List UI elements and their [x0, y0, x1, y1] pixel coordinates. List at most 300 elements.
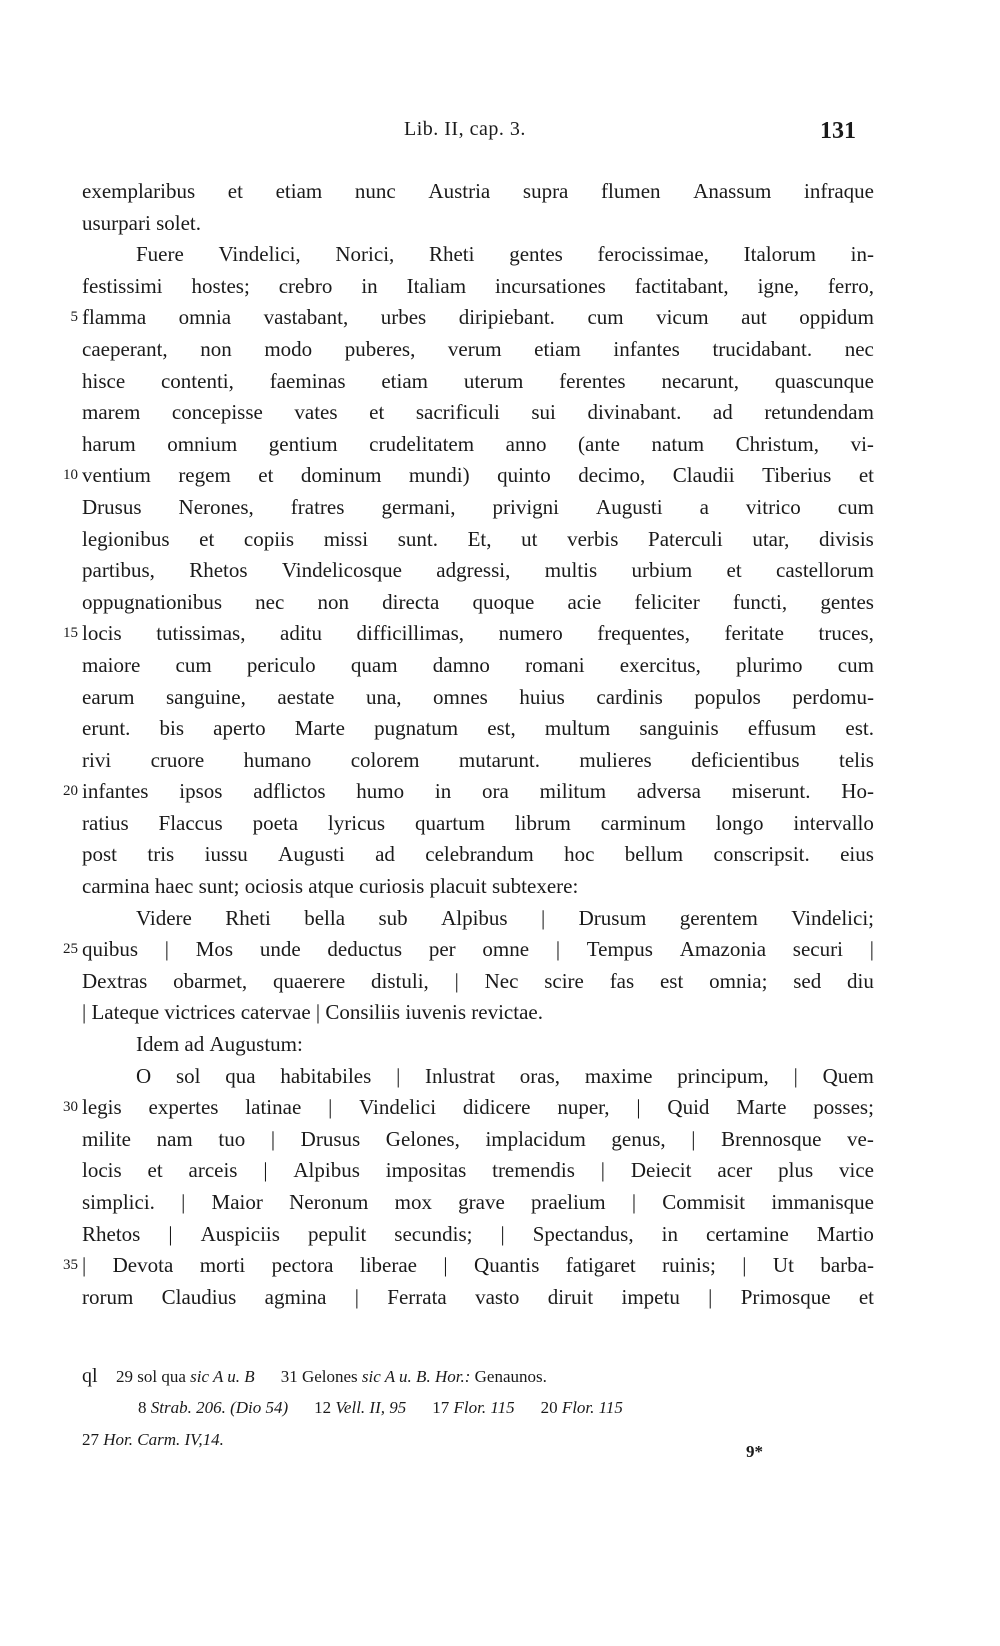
- footnote-entry: 27 Hor. Carm. IV,14.: [82, 1430, 224, 1449]
- word: locis: [82, 1158, 122, 1183]
- word: expertes: [148, 1095, 219, 1120]
- word: flamma: [82, 305, 147, 330]
- footnote-entry: 17 Flor. 115: [432, 1398, 515, 1417]
- word: |: [631, 1190, 637, 1214]
- word: barba-: [820, 1253, 874, 1278]
- word: impositas: [385, 1158, 467, 1183]
- word: praelium: [531, 1190, 606, 1214]
- word: sunt.: [397, 526, 438, 551]
- word: fas: [609, 968, 635, 993]
- handwritten-mark: ql: [82, 1365, 98, 1387]
- word: hisce: [82, 368, 126, 393]
- word: |: [555, 937, 561, 962]
- word: quaerere: [272, 968, 346, 993]
- word: natum: [651, 431, 705, 456]
- word: |: [82, 1253, 87, 1278]
- word: immanisque: [771, 1190, 874, 1214]
- word: cruore: [150, 747, 205, 772]
- word: Brennosque: [721, 1126, 822, 1151]
- text-line: [82, 1061, 874, 1093]
- word: legis: [82, 1095, 122, 1120]
- word: |: [793, 1063, 798, 1088]
- word: Consiliis: [325, 1000, 406, 1025]
- word: aestate: [277, 684, 335, 709]
- word: humo: [356, 779, 405, 804]
- word: etiam: [534, 336, 581, 361]
- word: incursationes: [495, 273, 606, 298]
- word: celebrandum: [425, 842, 534, 867]
- word: Claudius: [161, 1284, 237, 1309]
- text-line: [63, 1250, 874, 1282]
- text-line: [63, 776, 874, 808]
- word: diruit: [547, 1284, 594, 1309]
- word: copiis: [243, 526, 295, 551]
- word: ferocissimae,: [597, 242, 709, 267]
- word: unde: [259, 937, 301, 962]
- word: cum: [837, 494, 874, 519]
- word: functi,: [732, 589, 788, 614]
- text-line: [82, 903, 874, 935]
- text-line: [82, 1029, 874, 1061]
- text-line: [63, 1092, 874, 1124]
- word: flumen: [601, 179, 661, 203]
- word: verbis: [567, 526, 619, 551]
- word: principum,: [677, 1063, 769, 1088]
- word: Rheti: [428, 242, 475, 267]
- word: |: [82, 1000, 92, 1025]
- word: Et,: [467, 526, 492, 551]
- text-line: [82, 334, 874, 366]
- word: bella: [304, 905, 346, 930]
- word: carmina: [82, 874, 155, 899]
- word: milite: [82, 1126, 131, 1151]
- text-line: [82, 997, 874, 1029]
- word: solet.: [156, 210, 201, 235]
- word: in-: [850, 242, 874, 267]
- word: |: [636, 1095, 641, 1120]
- word: vastabant,: [263, 305, 349, 330]
- word: Italorum: [743, 242, 816, 267]
- text-line: [82, 397, 874, 429]
- word: ratius: [82, 810, 129, 835]
- word: militum: [539, 779, 607, 804]
- text-line: [82, 429, 874, 461]
- text-line: [82, 239, 874, 271]
- word: et: [147, 1158, 163, 1183]
- running-head: Lib. II, cap. 3.: [404, 118, 526, 140]
- word: numero: [498, 621, 563, 646]
- word: crudelitatem: [369, 431, 475, 456]
- word: liberae: [359, 1253, 417, 1278]
- word: quibus: [82, 937, 139, 962]
- word: trucidabant.: [712, 336, 813, 361]
- word: Claudii: [672, 463, 735, 488]
- word: pectora: [271, 1253, 334, 1278]
- page-number: 131: [820, 118, 856, 144]
- word: Auspiciis: [200, 1221, 280, 1246]
- word: periculo: [246, 652, 316, 677]
- word: acie: [567, 589, 602, 614]
- word: hostes;: [191, 273, 250, 298]
- word: oras,: [519, 1063, 561, 1088]
- word: ad: [712, 400, 733, 425]
- word: ora: [482, 779, 509, 804]
- word: subtexere:: [492, 874, 579, 899]
- word: certamine: [705, 1221, 789, 1246]
- word: caeperant,: [82, 336, 168, 361]
- word: ut: [521, 526, 538, 551]
- word: a: [699, 494, 709, 519]
- word: Vindelici,: [218, 242, 301, 267]
- text-line: [82, 587, 874, 619]
- word: aditu: [280, 621, 322, 646]
- word: crebro: [278, 273, 333, 298]
- word: impetu: [621, 1284, 680, 1309]
- word: et: [369, 400, 385, 425]
- text-line: [82, 492, 874, 524]
- word: tutissimas,: [156, 621, 246, 646]
- word: concepisse: [171, 400, 263, 425]
- word: privigni: [492, 494, 560, 519]
- word: Anassum: [693, 179, 772, 203]
- word: Rhetos: [189, 558, 248, 583]
- word: omnes: [433, 684, 488, 709]
- word: Marte: [736, 1095, 787, 1120]
- word: habitabiles: [280, 1063, 372, 1088]
- word: marem: [82, 400, 141, 425]
- word: post: [82, 842, 118, 867]
- word: Primosque: [740, 1284, 831, 1309]
- word: divisis: [819, 526, 874, 551]
- word: longo: [715, 810, 764, 835]
- footnote-entry: 29 sol qua sic A u. B: [116, 1367, 255, 1386]
- word: poeta: [252, 810, 299, 835]
- word: tremendis: [492, 1158, 575, 1183]
- word: truces,: [818, 621, 874, 646]
- word: obarmet,: [173, 968, 248, 993]
- word: effusum: [747, 716, 817, 741]
- word: Paterculi: [648, 526, 723, 551]
- word: quinto: [497, 463, 551, 488]
- word: iuvenis: [405, 1000, 472, 1025]
- word: et: [199, 526, 215, 551]
- word: Videre: [136, 905, 192, 930]
- word: vates: [294, 400, 338, 425]
- word: nunc: [354, 179, 396, 203]
- text-line: [82, 1155, 874, 1187]
- word: |: [270, 1126, 276, 1151]
- word: ferentes: [559, 368, 626, 393]
- word: grave: [458, 1190, 505, 1214]
- word: Vindelicosque: [281, 558, 402, 583]
- word: contenti,: [160, 368, 234, 393]
- word: distuli,: [371, 968, 429, 993]
- word: placuit: [429, 874, 492, 899]
- word: Vindelici;: [791, 905, 874, 930]
- word: decimo,: [578, 463, 646, 488]
- word: omne: [482, 937, 530, 962]
- word: cum: [175, 652, 212, 677]
- word: infantes: [613, 336, 680, 361]
- word: Christum,: [735, 431, 820, 456]
- word: secundis;: [394, 1221, 473, 1246]
- word: gerentem: [679, 905, 758, 930]
- word: in: [434, 779, 452, 804]
- word: sacrificuli: [415, 400, 500, 425]
- word: factitabant,: [634, 273, 729, 298]
- word: nam: [156, 1126, 193, 1151]
- word: maiore: [82, 652, 141, 677]
- word: earum: [82, 684, 135, 709]
- word: colorem: [350, 747, 420, 772]
- word: et: [858, 1284, 874, 1309]
- word: |: [396, 1063, 401, 1088]
- word: anno: [505, 431, 547, 456]
- word: tris: [147, 842, 175, 867]
- word: Quem: [822, 1063, 874, 1088]
- word: Martio: [816, 1221, 874, 1246]
- word: qua: [225, 1063, 256, 1088]
- word: latinae: [245, 1095, 302, 1120]
- text-line: [82, 808, 874, 840]
- word: Italiam: [406, 273, 467, 298]
- word: rivi: [82, 747, 112, 772]
- word: nuper,: [557, 1095, 610, 1120]
- word: gentium: [268, 431, 338, 456]
- word: exercitus,: [619, 652, 701, 677]
- line-number: 35: [63, 1257, 78, 1274]
- footnote-entry: 20 Flor. 115: [540, 1398, 623, 1417]
- word: quoque: [472, 589, 535, 614]
- word: uterum: [463, 368, 524, 393]
- word: |: [691, 1126, 696, 1151]
- word: ad: [184, 1032, 210, 1057]
- line-number: 25: [63, 941, 78, 958]
- word: Nerones,: [178, 494, 254, 519]
- word: arceis: [188, 1158, 238, 1183]
- word: catervae: [240, 1000, 316, 1025]
- word: urbium: [631, 558, 693, 583]
- word: est,: [487, 716, 516, 741]
- word: per: [428, 937, 456, 962]
- word: cardinis: [596, 684, 663, 709]
- word: |: [164, 937, 169, 962]
- word: carminum: [600, 810, 686, 835]
- word: multum: [544, 716, 611, 741]
- page-header: [0, 118, 1000, 152]
- word: eius: [840, 842, 874, 867]
- text-line: [82, 366, 874, 398]
- text-line: [63, 618, 874, 650]
- text-line: [82, 271, 874, 303]
- word: securi: [792, 937, 843, 962]
- footnote-entry: 8 Strab. 206. (Dio 54): [138, 1398, 289, 1417]
- word: |: [181, 1190, 186, 1214]
- word: iussu: [204, 842, 248, 867]
- word: Norici,: [335, 242, 395, 267]
- word: etiam: [275, 179, 323, 203]
- word: atque: [308, 874, 360, 899]
- text-line: [82, 839, 874, 871]
- word: gentes: [820, 589, 874, 614]
- word: supra: [522, 179, 569, 203]
- word: legionibus: [82, 526, 170, 551]
- word: Dextras: [82, 968, 148, 993]
- word: vicum: [656, 305, 709, 330]
- word: |: [708, 1284, 713, 1309]
- word: adflictos: [253, 779, 326, 804]
- word: damno: [432, 652, 490, 677]
- word: festissimi: [82, 273, 163, 298]
- line-number: 10: [63, 467, 78, 484]
- word: Marte: [294, 716, 345, 741]
- text-line: [70, 302, 874, 334]
- word: humano: [243, 747, 312, 772]
- word: scire: [544, 968, 584, 993]
- word: agmina: [264, 1284, 327, 1309]
- text-line: [82, 1187, 874, 1219]
- word: bellum: [624, 842, 684, 867]
- word: intervallo: [793, 810, 874, 835]
- footnote-row: [82, 1392, 882, 1424]
- word: germani,: [381, 494, 456, 519]
- word: Tiberius: [762, 463, 832, 488]
- word: deficientibus: [691, 747, 800, 772]
- word: Nec: [484, 968, 519, 993]
- word: omnium: [167, 431, 238, 456]
- word: Inlustrat: [425, 1063, 496, 1088]
- word: Lateque: [91, 1000, 165, 1025]
- word: et: [858, 463, 874, 488]
- word: usurpari: [82, 210, 157, 235]
- word: plurimo: [736, 652, 803, 677]
- word: erunt.: [82, 716, 131, 741]
- word: aut: [741, 305, 767, 330]
- word: quartum: [414, 810, 485, 835]
- word: frequentes,: [597, 621, 690, 646]
- text-line: [82, 966, 874, 998]
- word: Ut: [772, 1253, 794, 1278]
- word: genus,: [611, 1126, 666, 1151]
- word: Ho-: [841, 779, 874, 804]
- word: etiam: [381, 368, 428, 393]
- word: in: [361, 273, 378, 298]
- word: |: [315, 1000, 326, 1025]
- word: utar,: [752, 526, 790, 551]
- word: victrices: [164, 1000, 241, 1025]
- text-line: [82, 176, 874, 208]
- word: feliciter: [634, 589, 700, 614]
- word: partibus,: [82, 558, 155, 583]
- footnote-entry: 31 Gelones sic A u. B. Hor.: Genaunos.: [280, 1367, 547, 1386]
- word: Rheti: [225, 905, 271, 930]
- word: exemplaribus: [82, 179, 196, 203]
- word: Augustum:: [209, 1032, 303, 1057]
- word: tuo: [218, 1126, 246, 1151]
- word: |: [354, 1284, 359, 1309]
- word: et: [227, 179, 243, 203]
- word: perdomu-: [792, 684, 874, 709]
- word: missi: [323, 526, 369, 551]
- word: verum: [447, 336, 502, 361]
- word: vice: [838, 1158, 874, 1183]
- word: huius: [519, 684, 565, 709]
- word: maxime: [584, 1063, 653, 1088]
- line-number: 15: [63, 625, 78, 642]
- word: romani: [525, 652, 585, 677]
- line-number: 5: [70, 309, 78, 326]
- word: est.: [845, 716, 874, 741]
- word: regem: [178, 463, 231, 488]
- word: |: [869, 937, 874, 962]
- word: multis: [544, 558, 598, 583]
- text-line: [82, 1282, 874, 1314]
- word: simplici.: [82, 1190, 155, 1214]
- word: |: [600, 1158, 605, 1183]
- word: Ferrata: [387, 1284, 447, 1309]
- word: fratres: [290, 494, 345, 519]
- word: Devota: [112, 1253, 174, 1278]
- word: infraque: [804, 179, 874, 203]
- text-line: [63, 460, 874, 492]
- word: cum: [587, 305, 624, 330]
- word: telis: [838, 747, 874, 772]
- word: |: [328, 1095, 333, 1120]
- word: nec: [255, 589, 285, 614]
- word: Drusum: [578, 905, 647, 930]
- word: Deiecit: [630, 1158, 692, 1183]
- word: directa: [382, 589, 440, 614]
- word: retundendam: [764, 400, 874, 425]
- word: sub: [378, 905, 408, 930]
- word: ruinis;: [662, 1253, 716, 1278]
- word: Alpibus: [441, 905, 508, 930]
- word: sanguinis: [639, 716, 719, 741]
- word: ventium: [82, 463, 151, 488]
- word: Spectandus,: [532, 1221, 634, 1246]
- word: |: [541, 905, 546, 930]
- word: in: [661, 1221, 678, 1246]
- text-line: [82, 871, 874, 903]
- word: ad: [375, 842, 395, 867]
- word: librum: [514, 810, 571, 835]
- word: mulieres: [579, 747, 652, 772]
- word: mutarunt.: [458, 747, 540, 772]
- word: Augusti: [278, 842, 345, 867]
- word: bis: [159, 716, 185, 741]
- word: igne,: [757, 273, 799, 298]
- word: Fuere: [136, 242, 184, 267]
- word: O: [136, 1063, 152, 1088]
- word: quam: [350, 652, 398, 677]
- word: nec: [844, 336, 874, 361]
- word: diripiebant.: [458, 305, 555, 330]
- word: pugnatum: [374, 716, 459, 741]
- word: castellorum: [776, 558, 874, 583]
- text-line: [82, 713, 874, 745]
- word: posses;: [813, 1095, 874, 1120]
- word: adversa: [636, 779, 702, 804]
- word: sanguine,: [165, 684, 246, 709]
- word: et: [726, 558, 742, 583]
- word: Rhetos: [82, 1221, 141, 1246]
- word: vasto: [475, 1284, 520, 1309]
- main-text-block: [63, 176, 874, 1313]
- footnote-row: [82, 1360, 882, 1392]
- text-line: [82, 745, 874, 777]
- word: fatigaret: [565, 1253, 636, 1278]
- word: Quantis: [474, 1253, 540, 1278]
